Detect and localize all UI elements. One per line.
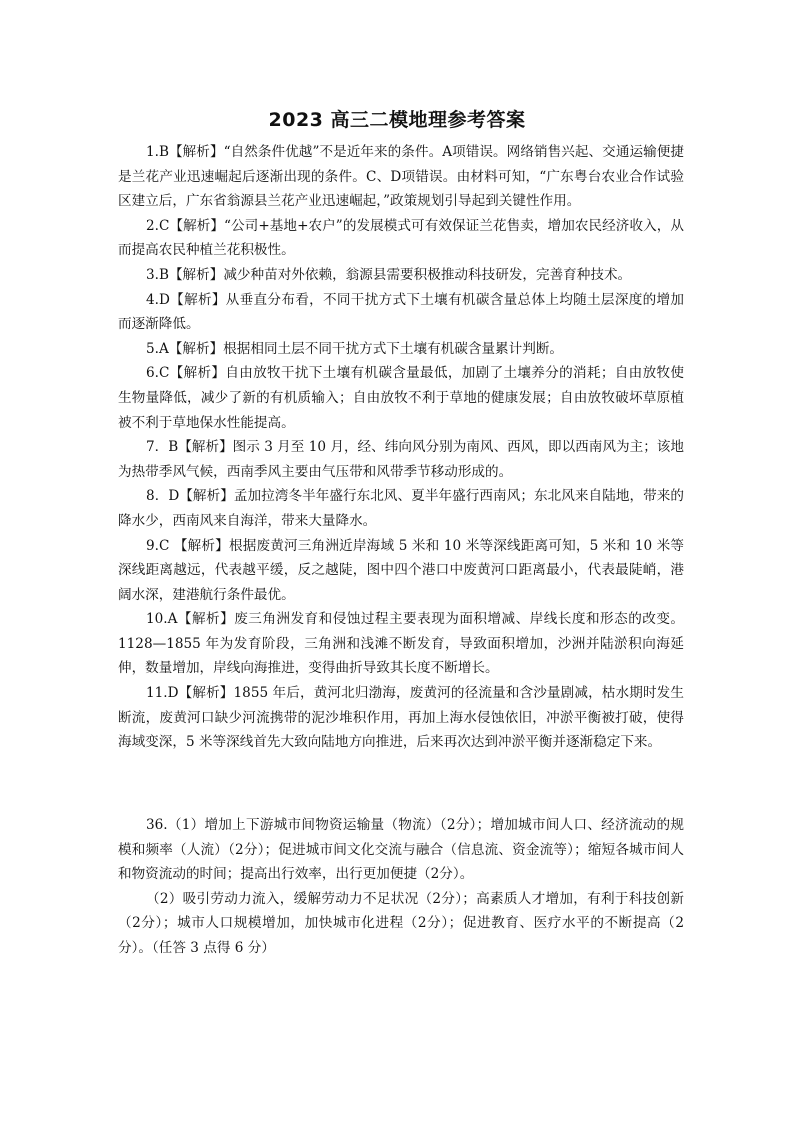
essay-answer-36 [118,813,684,961]
answer-item: 7．B【解析】图示 3 月至 10 月，经、纬向风分别为南风、西风，即以西南风为主；该地为热带季风气候，西南季风主要由气压带和风带季节移动形成的。 [118,439,684,480]
page-title: 2023 高三二模地理参考答案 [268,109,526,131]
answer-item: 11.D【解析】1855 年后，黄河北归渤海，废黄河的径流量和含沙量剧减，枯水期时发生断流，废黄河口缺少河流携带的泥沙堆积作用，再加上海水侵蚀依旧，冲淤平衡被打破，使得海域变深，5 米等深线首先大致向陆地方向推进，后来再次达到冲淤平衡并逐渐稳定下来。 [118,685,684,751]
choice-answers [118,140,684,755]
answer-item: 9.C 【解析】根据废黄河三角洲近岸海域 5 米和 10 米等深线距离可知，5 米和 10 米等深线距离越远，代表越平缓，反之越陡，图中四个港口中废黄河口距离最小，代表最陡峭，港阔水深，建港航行条件最优。 [118,537,684,603]
answer-item: 3.B【解析】减少种苗对外依赖，翁源县需要积极推动科技研发，完善育种技术。 [146,266,632,283]
answer-item: 4.D【解析】从垂直分布看，不同干扰方式下土壤有机碳含量总体上均随土层深度的增加而逐渐降低。 [118,291,684,333]
essay-part-1: 36.（1）增加上下游城市间物资运输量（物流）（2分）；增加城市间人口、经济流动的规模和频率（人流）（2分）；促进城市间文化交流与融合（信息流、资金流等）；缩短各城市间人和物资流动的时间；提高出行效率，出行更加便捷（2分）。 [118,817,684,883]
essay-part-2: （2）吸引劳动力流入，缓解劳动力不足状况（2分）；高素质人才增加，有利于科技创新（2分）；城市人口规模增加，加快城市化进程（2分）；促进教育、医疗水平的不断提高（2分）。（任答 3 点得 6 分） [118,890,684,956]
answer-item: 10.A【解析】废三角洲发育和侵蚀过程主要表现为面积增减、岸线长度和形态的改变。1128—1855 年为发育阶段，三角洲和浅滩不断发育，导致面积增加，沙洲并陆淤积向海延伸，数量增加，岸线向海推进，变得曲折导致其长度不断增长。 [118,611,684,677]
answer-item: 6.C【解析】自由放牧干扰下土壤有机碳含量最低，加剧了土壤养分的消耗；自由放牧使生物量降低，减少了新的有机质输入；自由放牧不利于草地的健康发展；自由放牧破坏草原植被不利于草地保水性能提高。 [118,365,684,431]
answer-item: 8．D【解析】孟加拉湾冬半年盛行东北风、夏半年盛行西南风；东北风来自陆地，带来的降水少，西南风来自海洋，带来大量降水。 [118,488,684,529]
answer-item: 2.C【解析】“公司+基地+农户”的发展模式可有效保证兰花售卖，增加农民经济收入，从而提高农民种植兰花积极性。 [118,217,684,259]
answer-item: 5.A【解析】根据相同土层不同干扰方式下土壤有机碳含量累计判断。 [146,340,564,357]
answer-item: 1.B【解析】“自然条件优越”不是近年来的条件。A项错误。网络销售兴起、交通运输便捷是兰花产业迅速崛起后逐渐出现的条件。C、D项错误。由材料可知，“广东粤台农业合作试验区建立后，广东省翁源县兰花产业迅速崛起，”政策规划引导起到关键性作用。 [118,144,684,210]
